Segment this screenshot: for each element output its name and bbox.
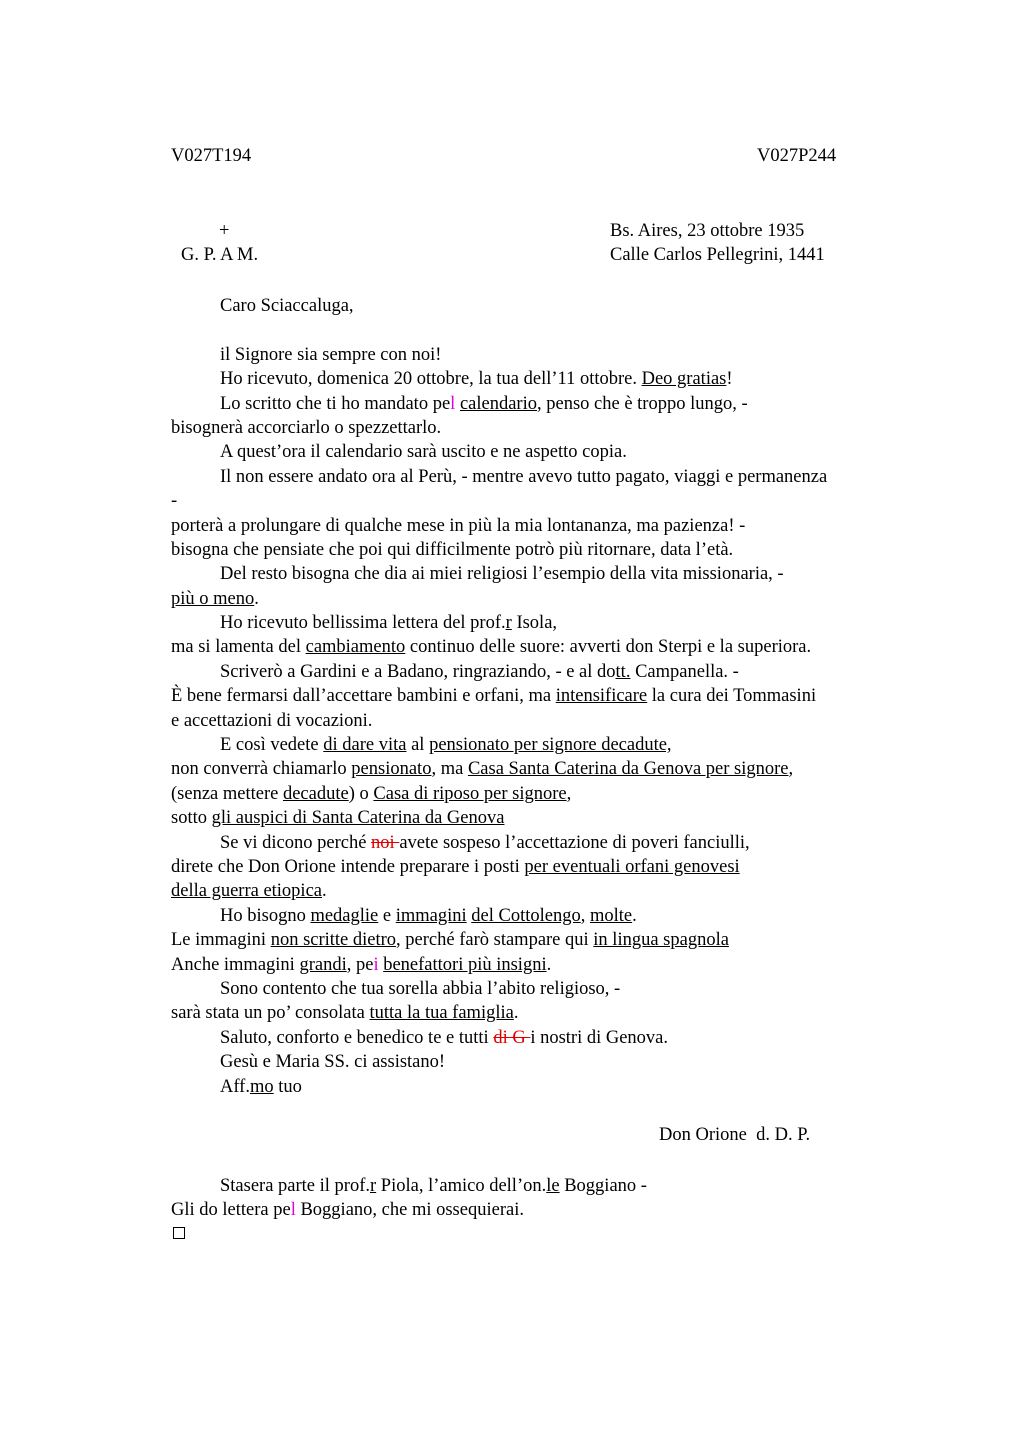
end-marker-box xyxy=(173,1227,185,1239)
greeting: Caro Sciaccaluga, xyxy=(220,296,354,316)
text-line: porterà a prolungare di qualche mese in più la mia lontananza, ma pazienza! - xyxy=(171,515,746,536)
text-line: più o meno. xyxy=(171,588,259,609)
text-line: Sono contento che tua sorella abbia l’abito religioso, - xyxy=(220,978,621,999)
underlined-text: medaglie xyxy=(310,905,379,926)
text-line: Stasera parte il prof.r Piola, l’amico dell’on.le Boggiano - xyxy=(220,1176,647,1196)
underlined-text: le xyxy=(546,1176,560,1196)
text-line: il Signore sia sempre con noi! xyxy=(220,344,442,365)
underlined-text: grandi xyxy=(299,954,347,975)
underlined-text: tutta la tua famiglia xyxy=(369,1003,514,1024)
text-line: Ho bisogno medaglie e immagini del Cottolengo, molte. xyxy=(220,905,637,926)
text-line: direte che Don Orione intende preparare i posti per eventuali orfani genovesi xyxy=(171,856,740,877)
underlined-text: del Cottolengo xyxy=(471,905,581,926)
text-line: Le immagini non scritte dietro, perché farò stampare qui in lingua spagnola xyxy=(171,930,729,951)
underlined-text: Casa di riposo per signore xyxy=(373,783,567,804)
letter-body xyxy=(171,294,911,1099)
text-line: Saluto, conforto e benedico te e tutti di G i nostri di Genova. xyxy=(220,1027,669,1048)
cross-symbol: + xyxy=(219,221,230,241)
text-line: bisognerà accorciarlo o spezzettarlo. xyxy=(171,417,442,438)
signature: Don Orione d. D. P. xyxy=(659,1125,811,1145)
text-line: Gli do lettera pel Boggiano, che mi ossequierai. xyxy=(171,1200,524,1221)
text-line: e accettazioni di vocazioni. xyxy=(171,710,373,731)
text-line: della guerra etiopica. xyxy=(171,881,327,902)
underlined-text: più o meno xyxy=(171,588,255,609)
underlined-text: decadute xyxy=(282,783,349,804)
underlined-text: cambiamento xyxy=(305,637,406,658)
underlined-text: Casa Santa Caterina da Genova per signore xyxy=(467,759,789,780)
sender-address: Calle Carlos Pellegrini, 1441 xyxy=(610,245,825,265)
underlined-text: pensionato per signore decadute, xyxy=(429,735,672,756)
underlined-text: in lingua spagnola xyxy=(593,930,729,951)
text-line: bisogna che pensiate che poi qui difficilmente potrò più ritornare, data l’età. xyxy=(171,539,734,560)
text-line: ma si lamenta del cambiamento continuo delle suore: avverti don Sterpi e la superiora. xyxy=(171,637,812,658)
underlined-text: per eventuali orfani genovesi xyxy=(524,856,740,877)
underlined-text: calendario xyxy=(459,393,537,414)
text-line: A quest’ora il calendario sarà uscito e ne aspetto copia. xyxy=(220,442,627,463)
underlined-text: gli auspici di Santa Caterina da Genova xyxy=(211,808,505,829)
closing: Aff.mo tuo xyxy=(220,1076,302,1097)
text-line: - xyxy=(171,491,178,512)
underlined-text: pensionato xyxy=(351,759,432,780)
archive-code-right: V027P244 xyxy=(757,146,837,166)
underlined-text: di dare vita xyxy=(323,735,407,756)
letter-date: Bs. Aires, 23 ottobre 1935 xyxy=(610,221,805,241)
text-line: E così vedete di dare vita al pensionato per signore decadute, xyxy=(220,735,672,756)
text-line: sarà stata un po’ consolata tutta la tua famiglia. xyxy=(171,1003,519,1024)
underlined-text: r xyxy=(505,613,512,634)
text-line: Anche immagini grandi, pei benefattori più insigni. xyxy=(171,954,552,975)
struck-text: noi xyxy=(371,832,400,853)
text-line: Ho ricevuto, domenica 20 ottobre, la tua dell’11 ottobre. Deo gratias! xyxy=(220,369,733,390)
underlined-text: mo xyxy=(249,1076,274,1097)
initials: G. P. A M. xyxy=(181,245,259,265)
text-line: Il non essere andato ora al Perù, - mentre avevo tutto pagato, viaggi e permanenza xyxy=(220,466,828,487)
postscript xyxy=(171,1174,647,1223)
underlined-text: della guerra etiopica xyxy=(171,881,322,902)
underlined-text: benefattori più insigni xyxy=(383,954,547,975)
text-line: Lo scritto che ti ho mandato pel calendario, penso che è troppo lungo, - xyxy=(220,393,748,414)
correction-insert: i xyxy=(373,954,379,975)
underlined-text: tt. xyxy=(615,661,631,682)
correction-insert: l xyxy=(450,393,456,414)
text-line: (senza mettere decadute) o Casa di riposo per signore, xyxy=(171,783,572,804)
text-line: Se vi dicono perché noi avete sospeso l’accettazione di poveri fanciulli, xyxy=(220,832,750,853)
text-line: Ho ricevuto bellissima lettera del prof.r Isola, xyxy=(220,613,558,634)
text-line: Del resto bisogna che dia ai miei religiosi l’esempio della vita missionaria, - xyxy=(220,564,784,585)
correction-insert: l xyxy=(290,1200,296,1221)
text-line: sotto gli auspici di Santa Caterina da Genova xyxy=(171,808,505,829)
underlined-text: non scritte dietro xyxy=(270,930,397,951)
text-line: È bene fermarsi dall’accettare bambini e orfani, ma intensificare la cura dei Tommasini xyxy=(171,686,817,707)
underlined-text: r xyxy=(370,1176,377,1196)
archive-code-left: V027T194 xyxy=(171,146,252,166)
text-line: non converrà chiamarlo pensionato, ma Casa Santa Caterina da Genova per signore, xyxy=(171,759,794,780)
underlined-text: Deo gratias xyxy=(641,369,727,390)
underlined-text: immagini xyxy=(395,905,467,926)
underlined-text: intensificare xyxy=(555,686,648,707)
text-line: Gesù e Maria SS. ci assistano! xyxy=(220,1052,446,1073)
underlined-text: molte xyxy=(589,905,633,926)
struck-text: di G xyxy=(493,1027,531,1048)
text-line: Scriverò a Gardini e a Badano, ringraziando, - e al dott. Campanella. - xyxy=(220,661,739,682)
